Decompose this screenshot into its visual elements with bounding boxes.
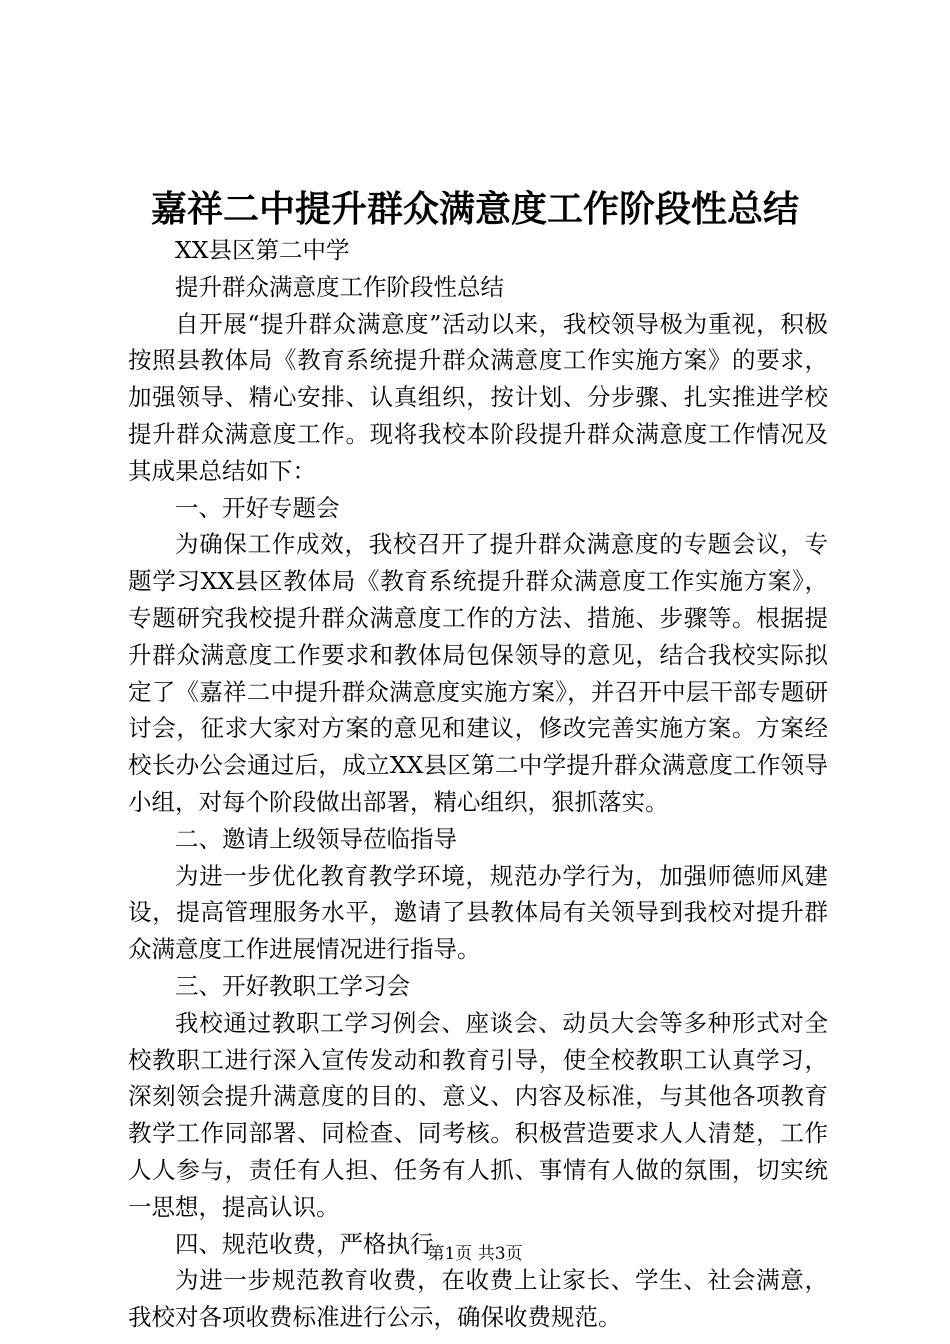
section-paragraph-3: 我校通过教职工学习例会、座谈会、动员大会等多种形式对全校教职工进行深入宣传发动和教育引导，使全校教职工认真学习，深刻领会提升满意度的目的、意义、内容及标准，与其他各项教育教学工作同部署、同检查、同考核。积极营造要求人人清楚，工作人人参与，责任有人担、任务有人抓、事情有人做的氛围，切实统一思想，提高认识。 bbox=[128, 1008, 828, 1221]
page-number-footer: 第1页 共3页 bbox=[427, 1244, 523, 1264]
section-heading-4: 四、规范收费，严格执行 bbox=[175, 1229, 434, 1258]
section-paragraph-1: 为确保工作成效，我校召开了提升群众满意度的专题会议，专题学习XX县区教体局《教育系统提升群众满意度工作实施方案》，专题研究我校提升群众满意度工作的方法、措施、步骤等。根据提升群众满意度工作要求和教体局包保领导的意见，结合我校实际拟定了《嘉祥二中提升群众满意度实施方案》，并召开中层干部专题研讨会，征求大家对方案的意见和建议，修改完善实施方案。方案经校长办公会通过后，成立XX县区第二中学提升群众满意度工作领导小组，对每个阶段做出部署，精心组织，狠抓落实。 bbox=[128, 530, 828, 816]
section-paragraph-2: 为进一步优化教育教学环境，规范办学行为，加强师德师风建设，提高管理服务水平，邀请了县教体局有关领导到我校对提升群众满意度工作进展情况进行指导。 bbox=[128, 861, 828, 964]
section-heading-3: 三、开好教职工学习会 bbox=[175, 971, 410, 1000]
subtitle-line: 提升群众满意度工作阶段性总结 bbox=[175, 272, 504, 301]
section-paragraph-4: 为进一步规范教育收费，在收费上让家长、学生、社会满意，我校对各项收费标准进行公示，确保收费规范。 bbox=[128, 1266, 828, 1332]
section-heading-2: 二、邀请上级领导莅临指导 bbox=[175, 824, 457, 853]
section-heading-1: 一、开好专题会 bbox=[175, 493, 340, 522]
document-body bbox=[128, 232, 828, 1336]
school-name-line: XX县区第二中学 bbox=[175, 236, 350, 264]
document-title: 嘉祥二中提升群众满意度工作阶段性总结 bbox=[150, 188, 799, 230]
intro-paragraph: 自开展“提升群众满意度”活动以来，我校领导极为重视，积极按照县教体局《教育系统提升群众满意度工作实施方案》的要求，加强领导、精心安排、认真组织，按计划、分步骤、扎实推进学校提升群众满意度工作。现将我校本阶段提升群众满意度工作情况及其成果总结如下： bbox=[128, 309, 828, 485]
